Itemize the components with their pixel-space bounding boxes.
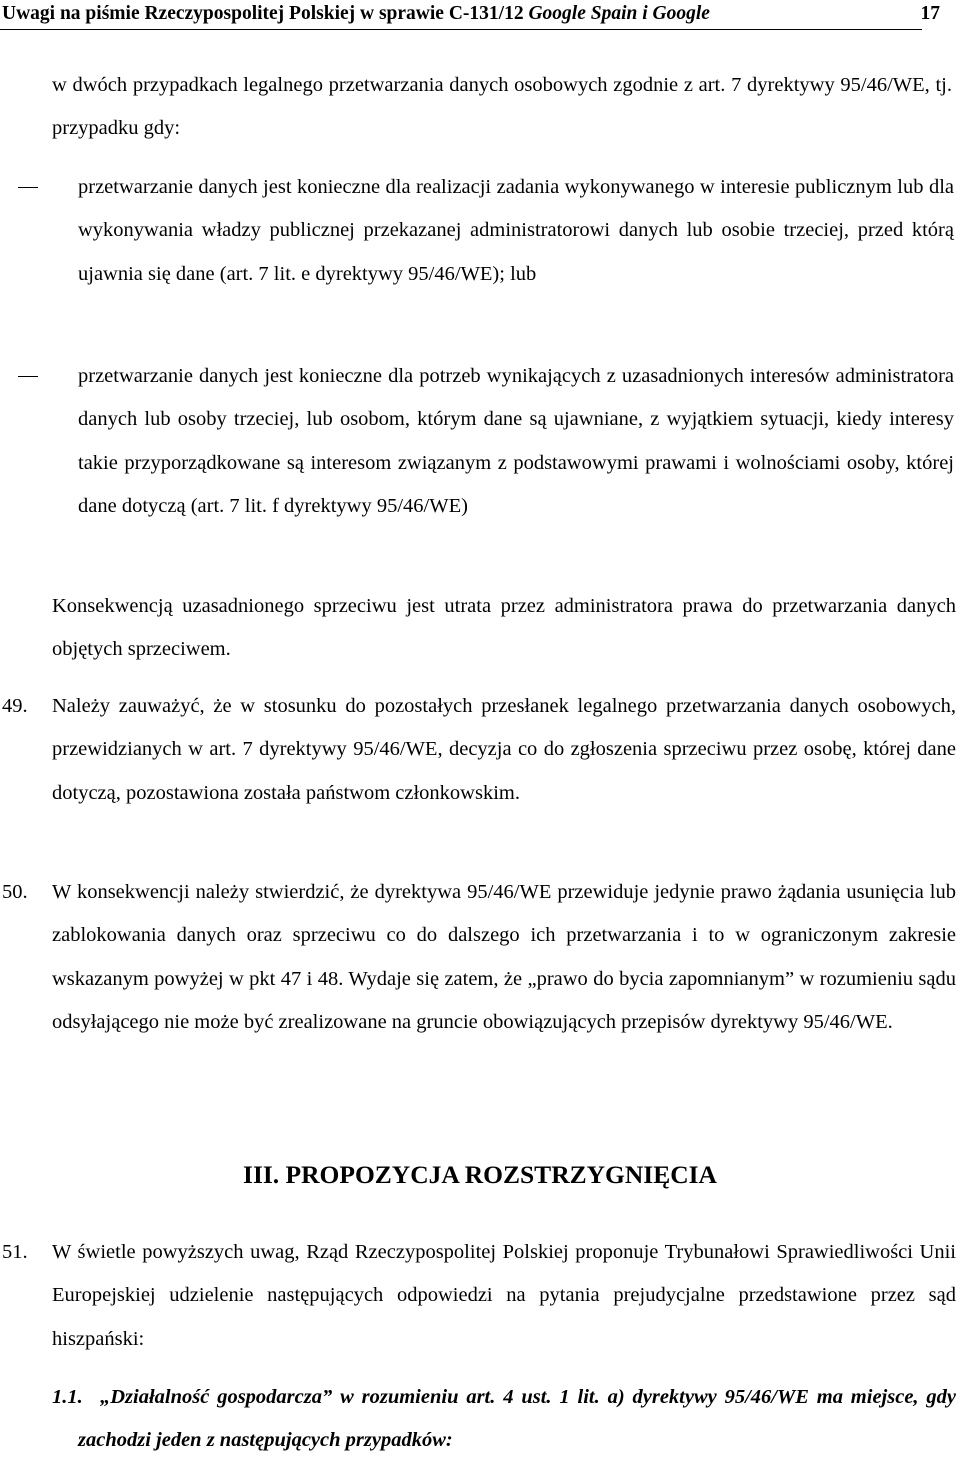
paragraph-number: 50. — [2, 881, 28, 903]
paragraph-text: W świetle powyższych uwag, Rząd Rzeczypospolitej Polskiej proponuje Trybunałowi Sprawiedliwości Unii Europejskiej udzielenie następujących odpowiedzi na pytania prejudycjalne przedstawione przez sąd hiszpański: — [52, 1241, 956, 1350]
paragraph-number: 51. — [2, 1241, 28, 1263]
dash-bullet — [18, 187, 38, 188]
subitem-number: 1.1. — [52, 1386, 83, 1408]
section-heading: III. PROPOZYCJA ROZSTRZYGNIĘCIA — [243, 1160, 717, 1189]
header-title — [2, 2, 710, 26]
list-item-text: przetwarzanie danych jest konieczne dla realizacji zadania wykonywanego w interesie publicznym lub dla wykonywania władzy publicznej przekazanej administratorowi danych lub osobie trzeciej, przed którą ujawnia się dane (art. 7 lit. e dyrektywy 95/46/WE); lub — [78, 176, 954, 285]
paragraph-number: 49. — [2, 695, 28, 717]
subitem-text: „Działalność gospodarcza” w rozumieniu art. 4 ust. 1 lit. a) dyrektywy 95/46/WE ma miejsce, gdy zachodzi jeden z następujących przypadków: — [78, 1386, 956, 1452]
list-item-text: przetwarzanie danych jest konieczne dla potrzeb wynikających z uzasadnionych interesów administratora danych lub osoby trzeciej, lub osobom, którym dane są ujawniane, z wyjątkiem sytuacji, kiedy interesy takie przyporządkowane są interesom związanym z podstawowymi prawami i wolnościami osoby, której dane dotyczą (art. 7 lit. f dyrektywy 95/46/WE) — [78, 365, 954, 517]
paragraph-text: Należy zauważyć, że w stosunku do pozostałych przesłanek legalnego przetwarzania danych osobowych, przewidzianych w art. 7 dyrektywy 95/46/WE, decyzja co do zgłoszenia sprzeciwu przez osobę, której dane dotyczą, pozostawiona została państwom członkowskim. — [52, 695, 956, 804]
running-header — [0, 2, 940, 30]
paragraph-text: W konsekwencji należy stwierdzić, że dyrektywa 95/46/WE przewiduje jedynie prawo żądania usunięcia lub zablokowania danych oraz sprzeciwu co do dalszego ich przetwarzania i to w ograniczonym zakresie wskazanym powyżej w pkt 47 i 48. Wydaje się zatem, że „prawo do bycia zapomnianym” w rozumieniu sądu odsyłającego nie może być zrealizowane na gruncie obowiązujących przepisów dyrektywy 95/46/WE. — [52, 881, 956, 1033]
intro-paragraph: w dwóch przypadkach legalnego przetwarzania danych osobowych zgodnie z art. 7 dyrektywy 95/46/WE, tj. przypadku gdy: — [52, 74, 952, 140]
header-title-text: Uwagi na piśmie Rzeczypospolitej Polskiej w sprawie C-131/12 — [2, 3, 529, 24]
dash-bullet — [18, 376, 38, 377]
header-title-case-name: Google Spain i Google — [528, 3, 710, 24]
consequence-paragraph: Konsekwencją uzasadnionego sprzeciwu jest utrata przez administratora prawa do przetwarzania danych objętych sprzeciwem. — [52, 595, 956, 661]
page-number: 17 — [920, 3, 940, 24]
